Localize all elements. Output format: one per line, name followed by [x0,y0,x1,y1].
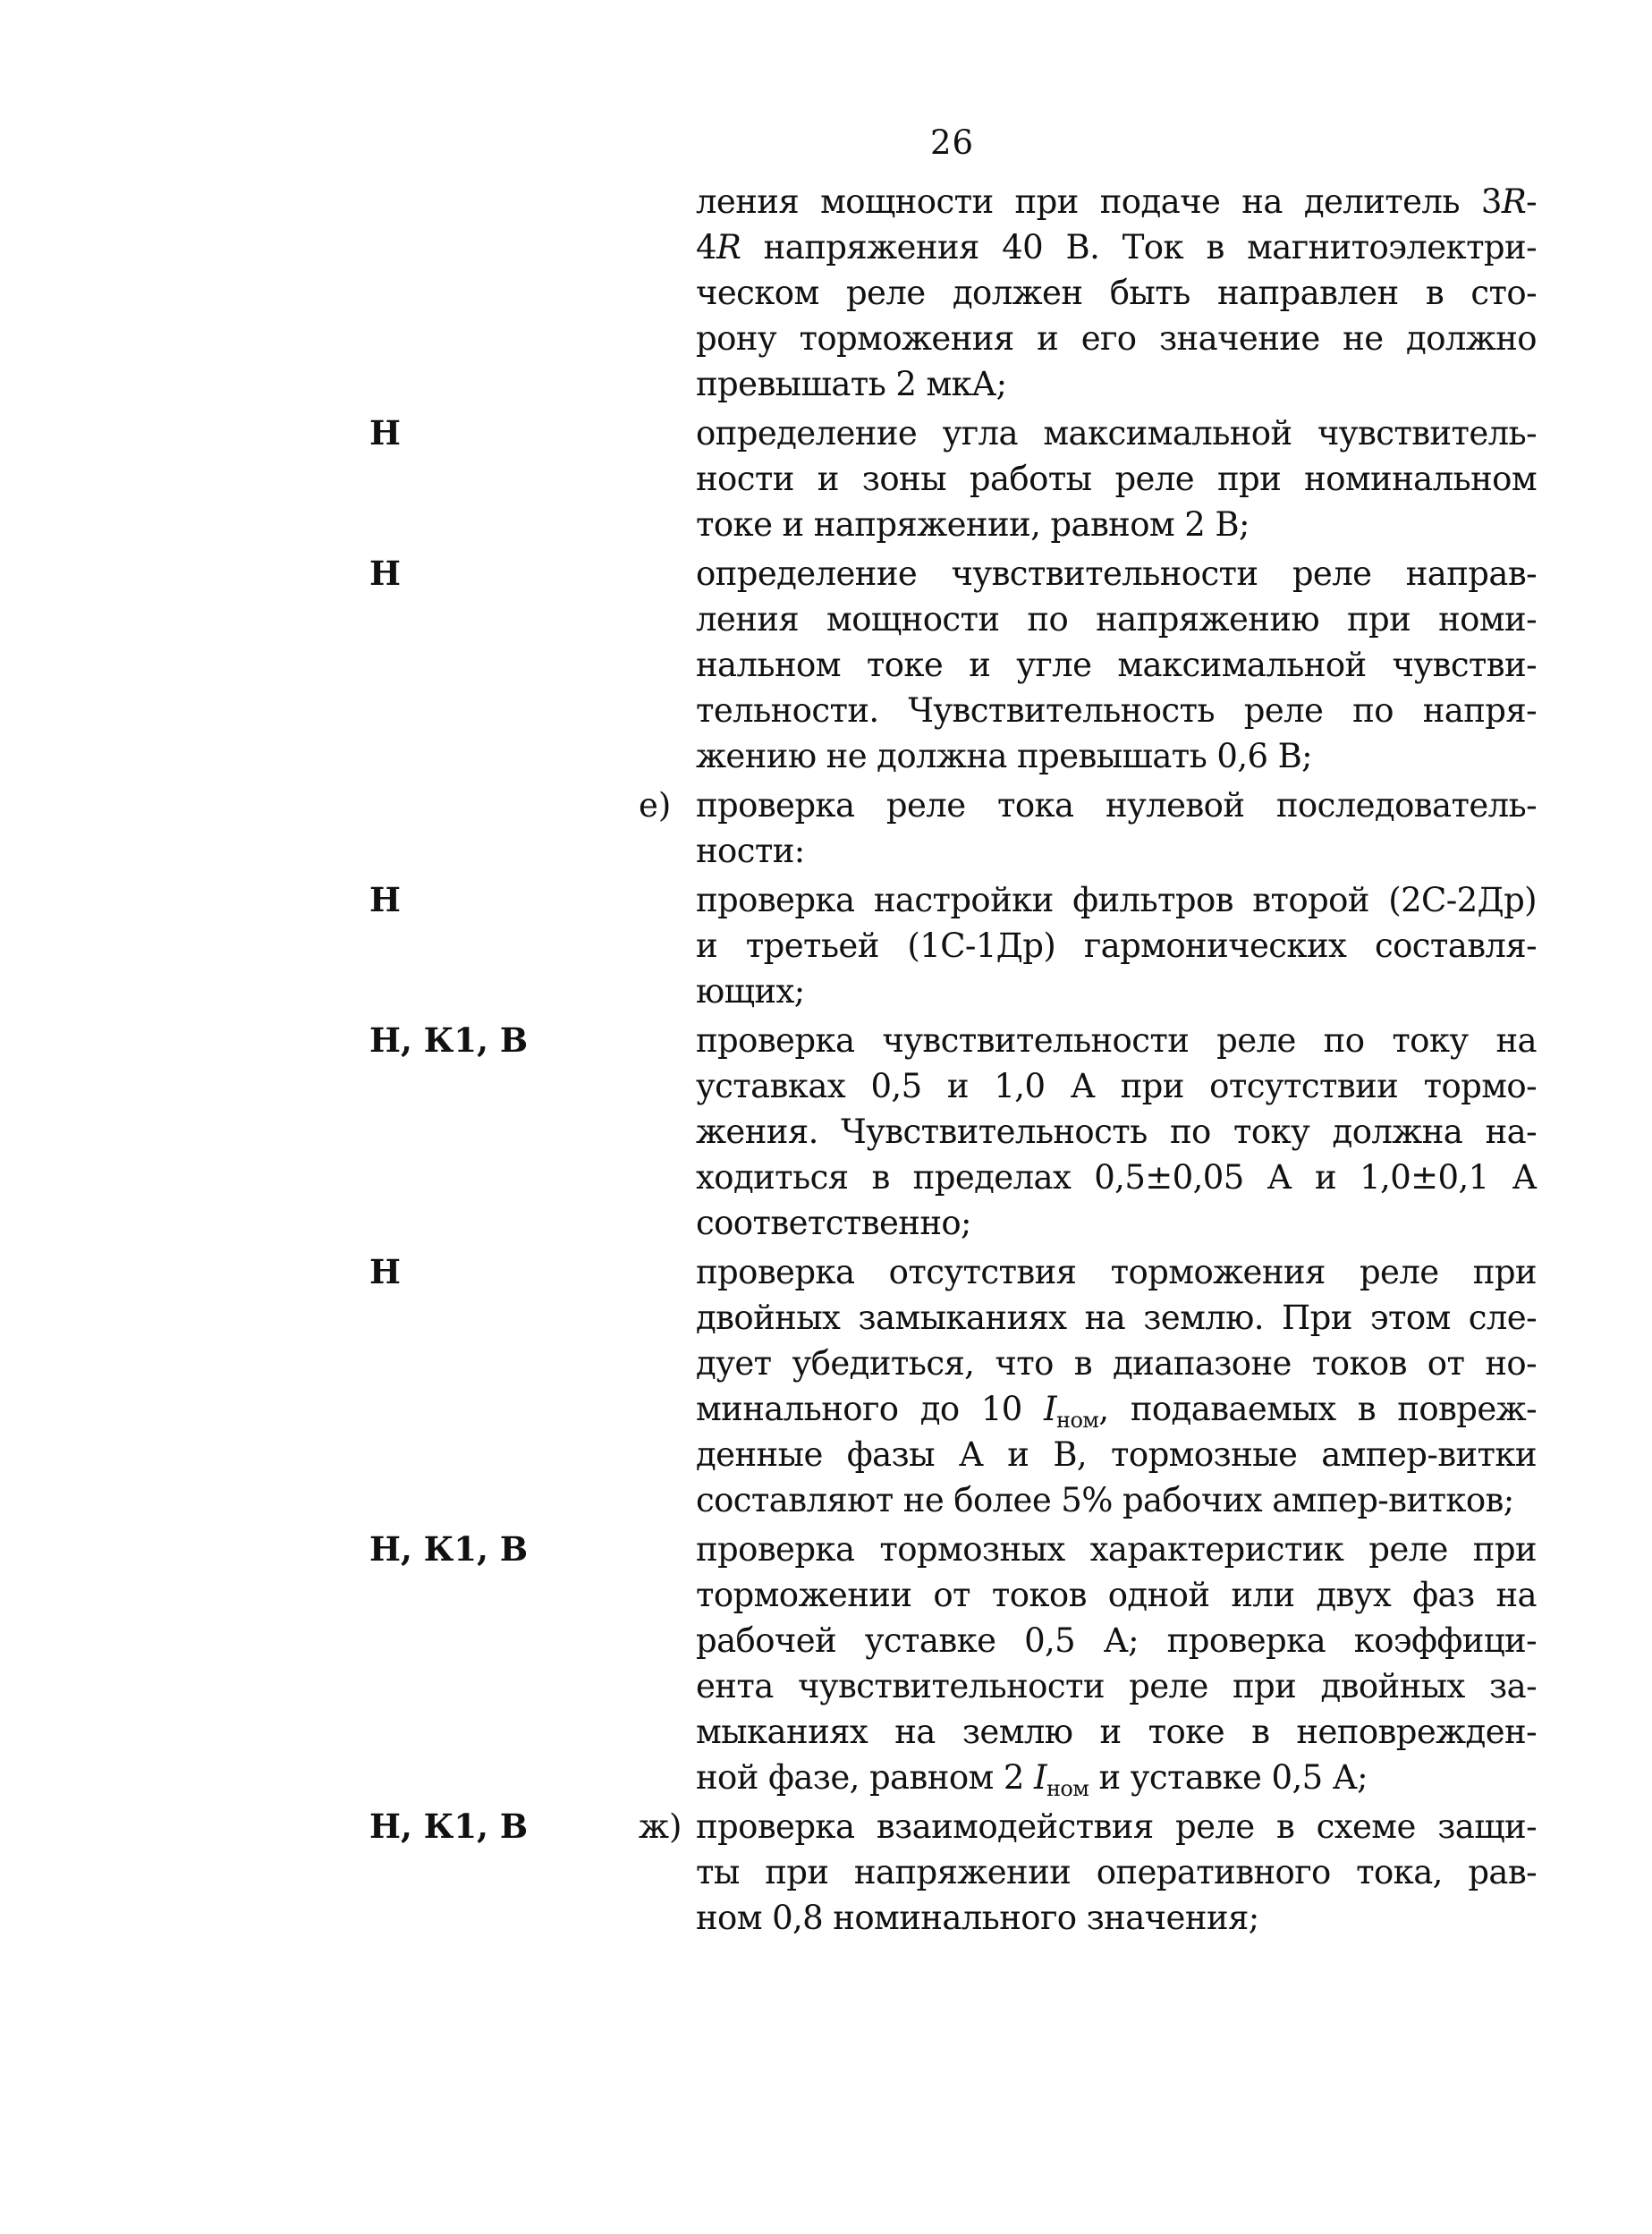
text-line: проверка реле тока нулевой последователь- [696,786,1537,825]
text-line: ты при напряжении оперативного тока, рав- [696,1853,1537,1891]
item-text [696,551,1537,779]
text-line: дует убедиться, что в диапазоне токов от но- [696,1344,1537,1383]
text-line: мыканиях на землю и токе в неповрежден- [696,1713,1537,1751]
list-item [0,877,1652,1014]
text-line: ности и зоны работы реле при номинальном [696,460,1537,498]
text-line: тельности. Чувствительность реле по напря- [696,691,1537,730]
text-line: рабочей уставке 0,5 А; проверка коэффици- [696,1621,1537,1660]
text-line: уставках 0,5 и 1,0 А при отсутствии тормо- [696,1067,1537,1105]
item-text [696,179,1537,407]
text-line: ной фазе, равном 2 $I_{ном}$ и уставке 0,5 А; [696,1758,1368,1801]
text-line: и третьей (1С-1Др) гармонических составля- [696,927,1537,965]
list-item [0,783,1652,874]
requirements-list [0,179,1652,1944]
text-line: ном 0,8 номинального значения; [696,1899,1259,1937]
text-line: определение чувствительности реле направ- [696,554,1537,593]
check-type-marker: Н, К1, В [369,1529,529,1569]
text-line: жения. Чувствительность по току должна на- [696,1113,1537,1151]
check-type-marker: Н, К1, В [369,1807,529,1846]
text-line: ента чувствительности реле при двойных за- [696,1667,1537,1705]
text-line: токе и напряжении, равном 2 В; [696,505,1250,544]
text-line: 4R напряжения 40 В. Ток в магнитоэлектри- [696,228,1537,267]
list-item [0,1804,1652,1941]
text-line: ющих; [696,972,805,1011]
item-text [696,1527,1537,1800]
text-line: нальном токе и угле максимальной чувстви- [696,646,1537,684]
text-line: проверка отсутствия торможения реле при [696,1253,1537,1291]
check-type-marker: Н [369,880,401,919]
list-item [0,1249,1652,1523]
text-line: соответственно; [696,1204,971,1242]
text-line: составляют не более 5% рабочих ампер-витков; [696,1481,1514,1519]
text-line: ления мощности по напряжению при номи- [696,600,1537,639]
item-text [696,1249,1537,1523]
item-text [696,877,1537,1014]
check-type-marker: Н [369,1252,401,1291]
text-line: рону торможения и его значение не должно [696,319,1537,358]
item-text [696,410,1537,547]
text-line: жению не должна превышать 0,6 В; [696,737,1313,775]
check-type-marker: Н [369,554,401,593]
check-type-marker: Н [369,413,401,453]
text-line: проверка тормозных характеристик реле при [696,1530,1537,1569]
text-line: определение угла максимальной чувствитель- [696,414,1537,453]
text-line: ческом реле должен быть направлен в сто- [696,274,1537,312]
text-line: ления мощности при подаче на делитель 3R- [696,182,1537,221]
text-line: проверка взаимодействия реле в схеме защи- [696,1807,1537,1846]
text-line: ходиться в пределах 0,5±0,05 А и 1,0±0,1 А [696,1158,1537,1197]
list-item [0,1527,1652,1800]
list-item [0,410,1652,547]
list-item [0,1018,1652,1246]
text-line: минального до 10 $I_{ном}$, подаваемых в повреж- [696,1390,1537,1433]
check-type-marker: Н, К1, В [369,1020,529,1060]
item-text [696,783,1537,874]
text-line: проверка чувствительности реле по току на [696,1021,1537,1060]
text-line: двойных замыканиях на землю. При этом сле- [696,1299,1537,1337]
text-line: ности: [696,832,805,870]
text-line: торможении от токов одной или двух фаз на [696,1576,1537,1614]
item-letter-label: е) [639,786,672,825]
list-item [0,551,1652,779]
item-text [696,1804,1537,1941]
text-line: денные фазы А и В, тормозные ампер-витки [696,1435,1537,1474]
item-text [696,1018,1537,1246]
text-line: превышать 2 мкА; [696,365,1007,403]
item-letter-label: ж) [639,1807,682,1846]
page-number: 26 [930,123,975,162]
list-item [0,179,1652,407]
text-line: проверка настройки фильтров второй (2С-2Др) [696,881,1537,919]
